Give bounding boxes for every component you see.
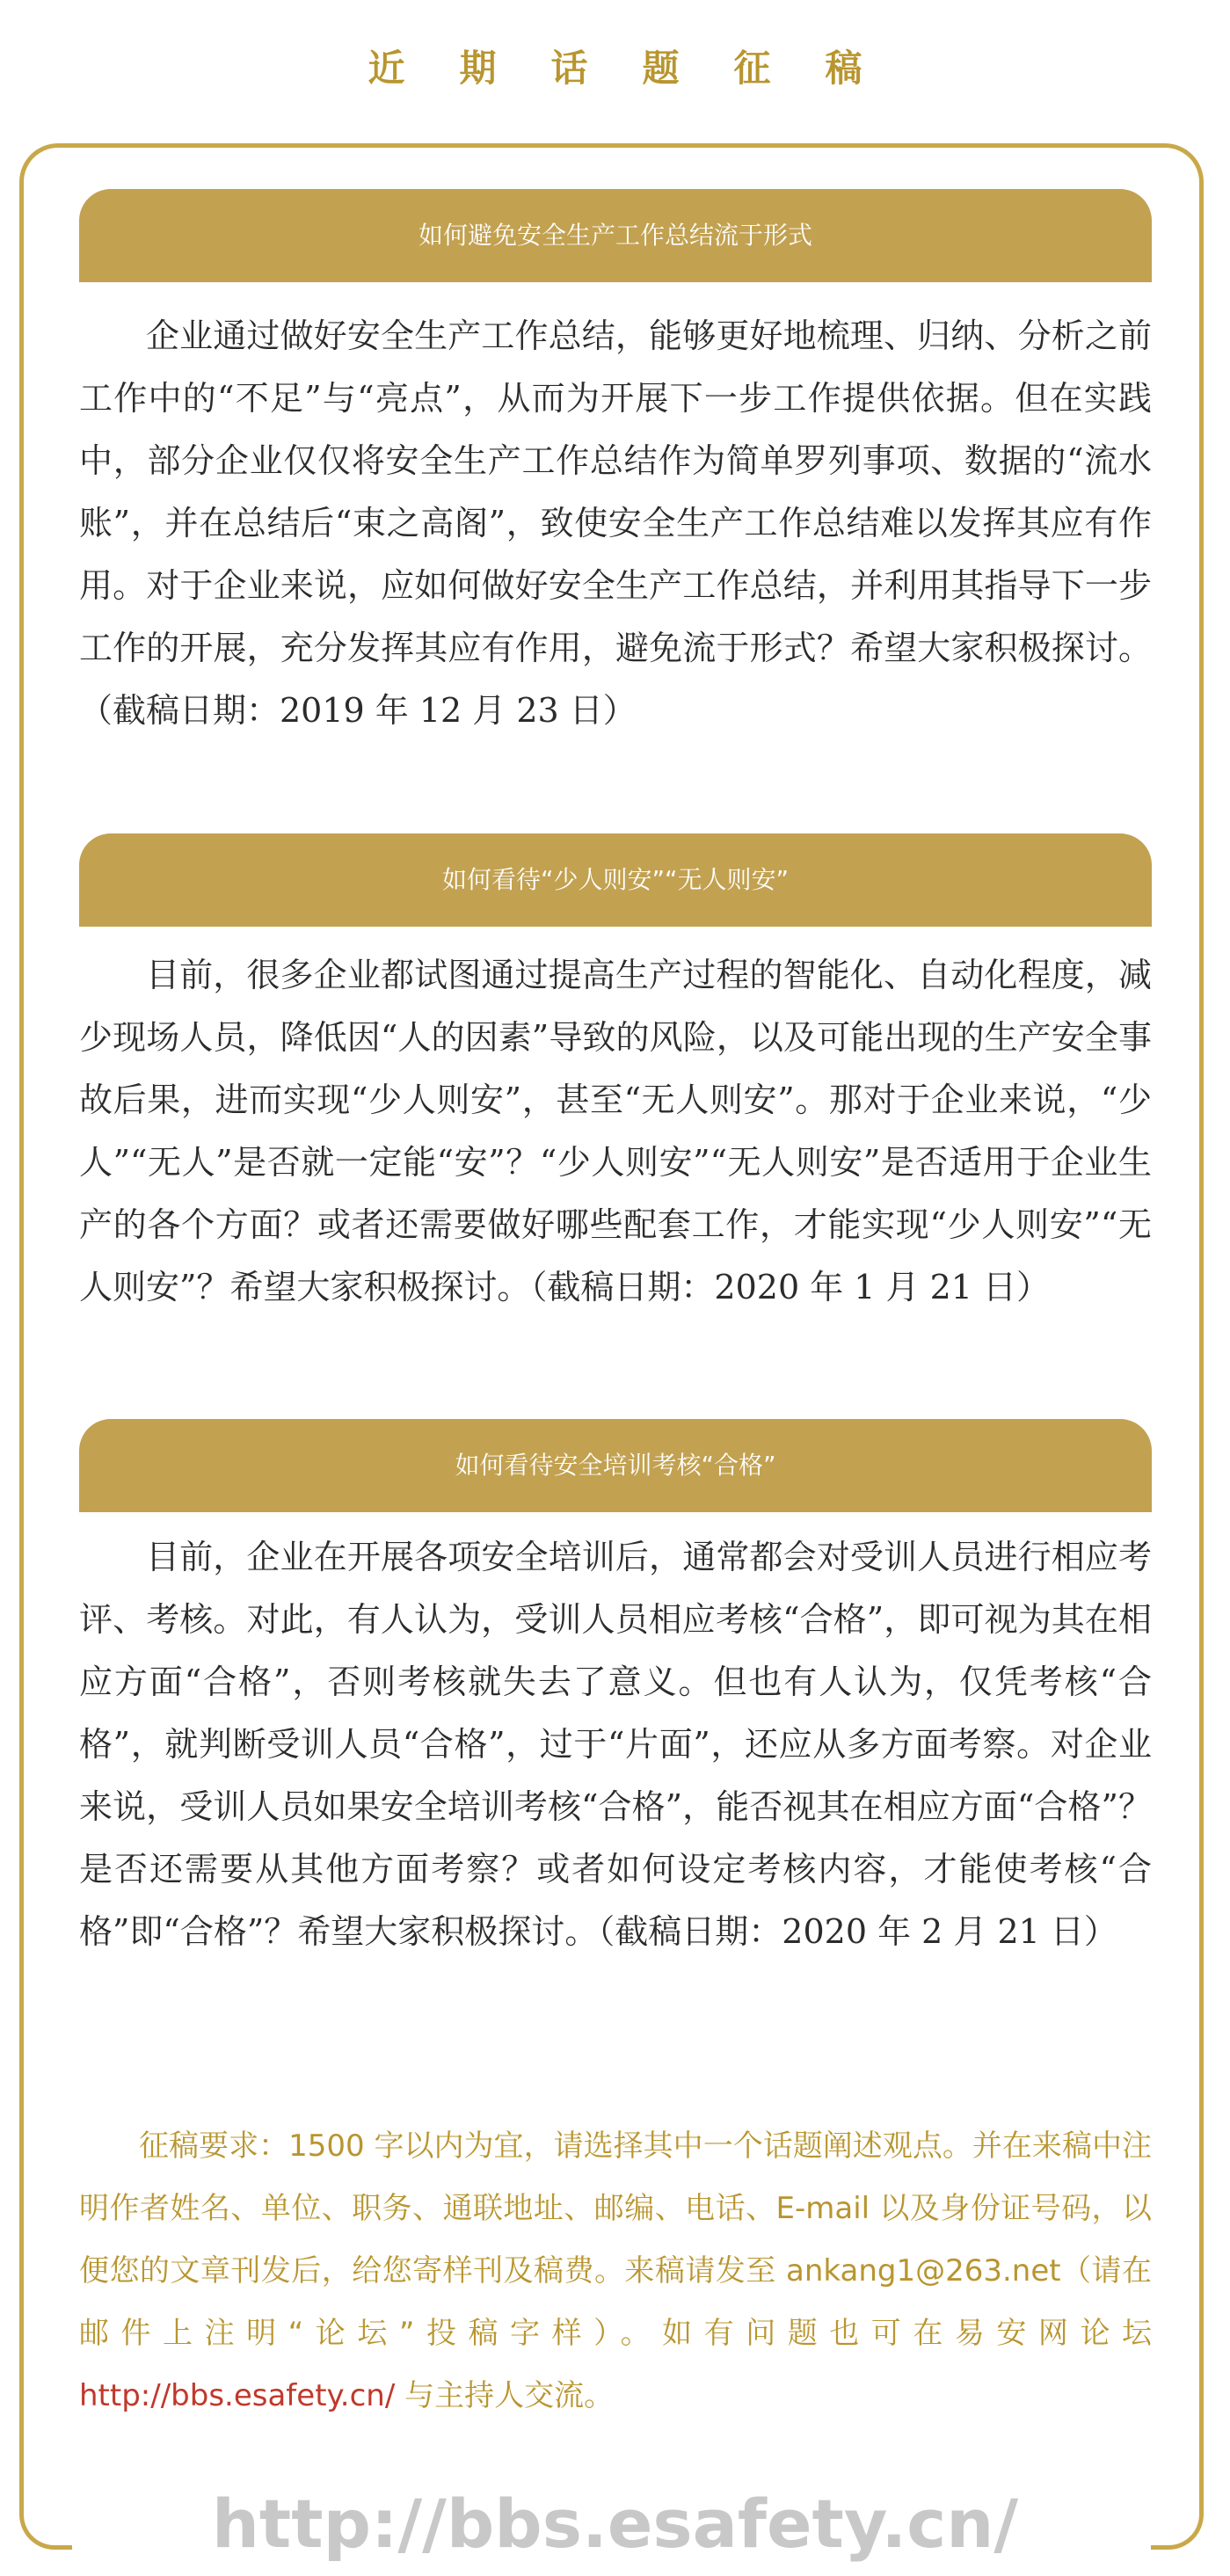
page-title: 近期话题征稿 (368, 47, 917, 90)
submission-notice (79, 2115, 1152, 2427)
notice-text: 征稿要求：1500 字以内为宜，请选择其中一个话题阐述观点。并在来稿中注明作者姓名、单位、职务、通联地址、邮编、电话、E-mail 以及身份证号码，以便您的文章刊发后，给您寄样刊及稿费。来稿请发至 ankang1@263.net（请在邮件上注明“论坛”投稿字样）。如有问题也可在易安网论坛 (79, 2128, 1152, 2351)
footer-url-watermark: http://bbs.esafety.cn/ (211, 2485, 1019, 2563)
topic-1-header: 如何避免安全生产工作总结流于形式 (79, 189, 1152, 282)
topic-3-header: 如何看待安全培训考核“合格” (79, 1419, 1152, 1512)
notice-text-end: 与主持人交流。 (395, 2378, 615, 2413)
topic-1-body: 企业通过做好安全生产工作总结，能够更好地梳理、归纳、分析之前工作中的“不足”与“亮点”，从而为开展下一步工作提供依据。但在实践中，部分企业仅仅将安全生产工作总结作为简单罗列事项、数据的“流水账”，并在总结后“束之高阁”，致使安全生产工作总结难以发挥其应有作用。对于企业来说，应如何做好安全生产工作总结，并利用其指导下一步工作的开展，充分发挥其应有作用，避免流于形式？希望大家积极探讨。（截稿日期：2019 年 12 月 23 日） (79, 317, 1152, 730)
topic-3-body: 目前，企业在开展各项安全培训后，通常都会对受训人员进行相应考评、考核。对此，有人认为，受训人员相应考核“合格”，即可视为其在相应方面“合格”，否则考核就失去了意义。但也有人认为，仅凭考核“合格”，就判断受训人员“合格”，过于“片面”，还应从多方面考察。对企业来说，受训人员如果安全培训考核“合格”，能否视其在相应方面“合格”？是否还需要从其他方面考察？或者如何设定考核内容，才能使考核“合格”即“合格”？希望大家积极探讨。（截稿日期：2020 年 2 月 21 日） (79, 1538, 1152, 1951)
topic-2-body: 目前，很多企业都试图通过提高生产过程的智能化、自动化程度，减少现场人员，降低因“人的因素”导致的风险，以及可能出现的生产安全事故后果，进而实现“少人则安”，甚至“无人则安”。那对于企业来说，“少人”“无人”是否就一定能“安”？“少人则安”“无人则安”是否适用于企业生产的各个方面？或者还需要做好哪些配套工作，才能实现“少人则安”“无人则安”？希望大家积极探讨。（截稿日期：2020 年 1 月 21 日） (79, 956, 1152, 1306)
forum-link[interactable]: http://bbs.esafety.cn/ (79, 2378, 396, 2413)
topic-2-header: 如何看待“少人则安”“无人则安” (79, 833, 1152, 927)
